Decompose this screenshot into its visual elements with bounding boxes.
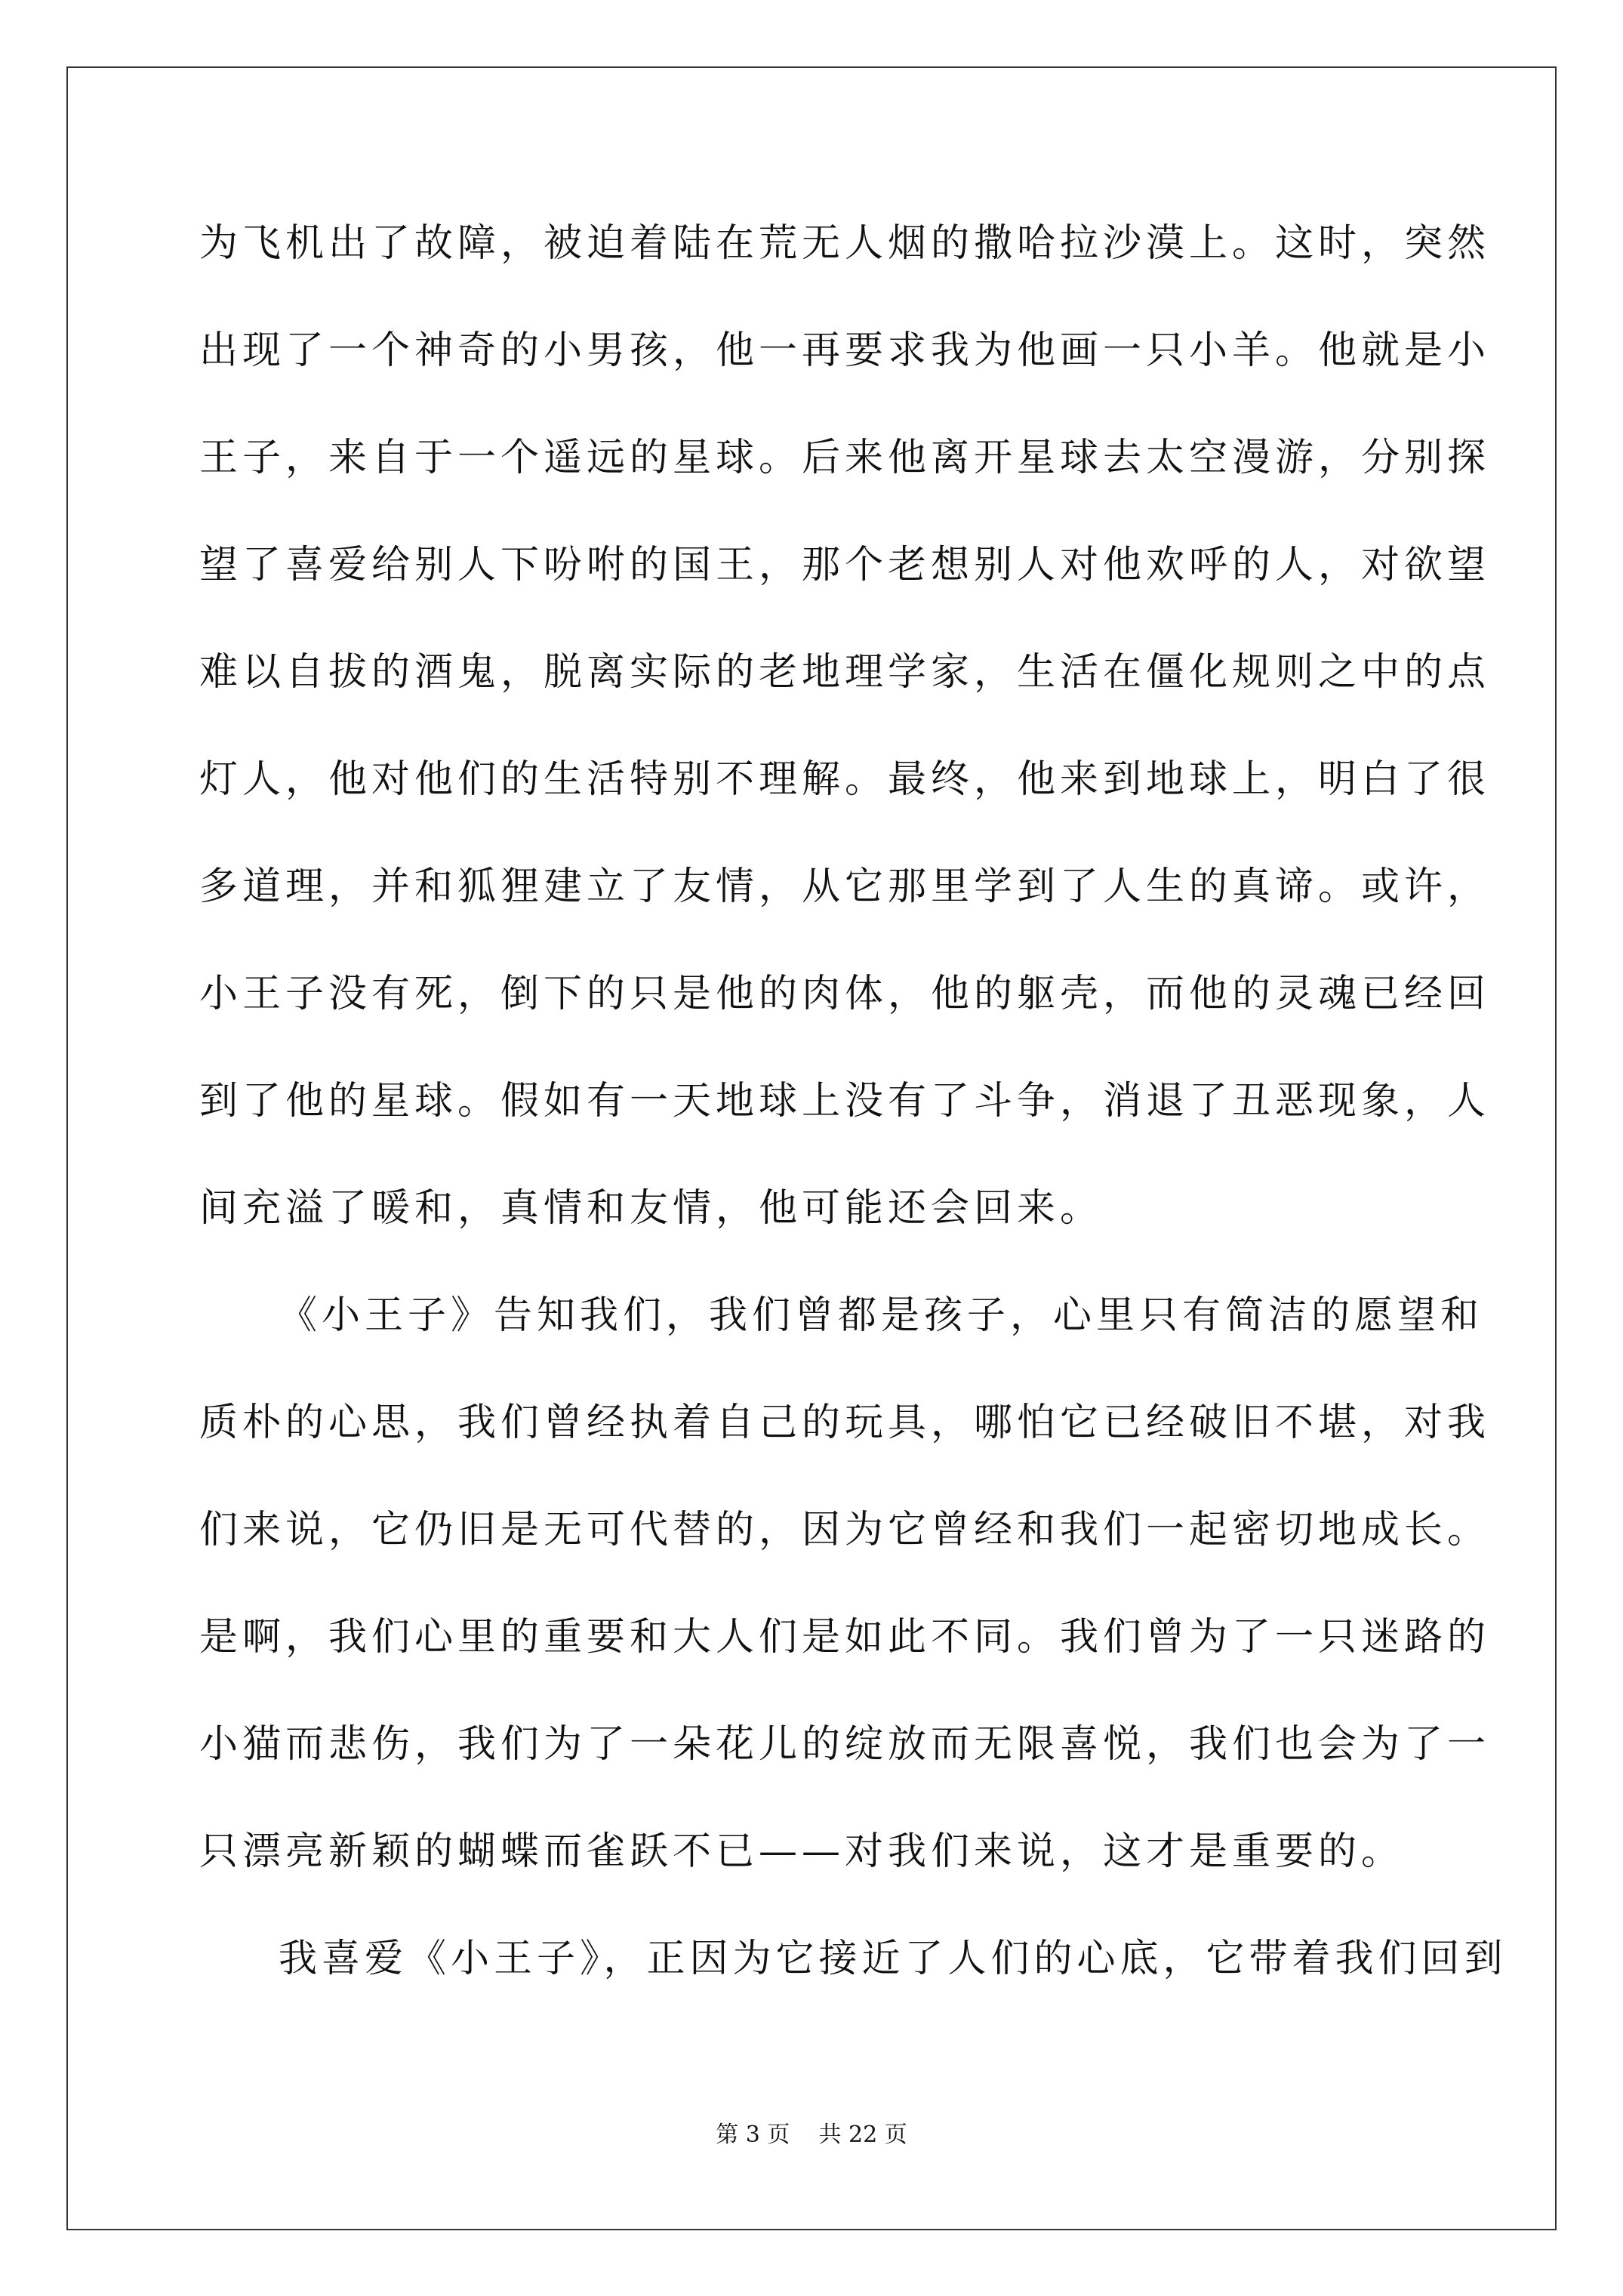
text-line: 王子，来自于一个遥远的星球。后来他离开星球去太空漫游，分别探 xyxy=(199,436,1491,480)
text-line: 到了他的星球。假如有一天地球上没有了斗争，消退了丑恶现象，人 xyxy=(199,1079,1491,1123)
paragraph-first-line: 我喜爱《小王子》，正因为它接近了人们的心底，它带着我们回到 xyxy=(279,1937,1508,1981)
text-line: 出现了一个神奇的小男孩，他一再要求我为他画一只小羊。他就是小 xyxy=(199,328,1491,373)
text-line: 是啊，我们心里的重要和大人们是如此不同。我们曾为了一只迷路的 xyxy=(199,1615,1491,1660)
text-line: 小王子没有死，倒下的只是他的肉体，他的躯壳，而他的灵魂已经回 xyxy=(199,972,1491,1016)
paragraph-first-line: 《小王子》告知我们，我们曾都是孩子，心里只有简洁的愿望和 xyxy=(279,1293,1484,1338)
document-body xyxy=(199,217,1508,2040)
page-footer: 第 3 页 共 22 页 xyxy=(716,2122,907,2148)
text-line: 多道理，并和狐狸建立了友情，从它那里学到了人生的真谛。或许， xyxy=(199,864,1491,909)
text-line: 灯人，他对他们的生活特别不理解。最终，他来到地球上，明白了很 xyxy=(199,757,1491,802)
text-line: 望了喜爱给别人下吩咐的国王，那个老想别人对他欢呼的人，对欲望 xyxy=(199,543,1491,587)
text-line: 难以自拔的酒鬼，脱离实际的老地理学家，生活在僵化规则之中的点 xyxy=(199,650,1491,695)
text-line: 只漂亮新颖的蝴蝶而雀跃不已——对我们来说，这才是重要的。 xyxy=(199,1829,1405,1874)
text-line: 质朴的心思，我们曾经执着自己的玩具，哪怕它已经破旧不堪，对我 xyxy=(199,1401,1491,1445)
text-line: 为飞机出了故障，被迫着陆在荒无人烟的撒哈拉沙漠上。这时，突然 xyxy=(199,221,1491,266)
text-line: 间充溢了暖和，真情和友情，他可能还会回来。 xyxy=(199,1186,1104,1231)
text-line: 们来说，它仍旧是无可代替的，因为它曾经和我们一起密切地成长。 xyxy=(199,1508,1491,1552)
text-line: 小猫而悲伤，我们为了一朵花儿的绽放而无限喜悦，我们也会为了一 xyxy=(199,1722,1491,1767)
